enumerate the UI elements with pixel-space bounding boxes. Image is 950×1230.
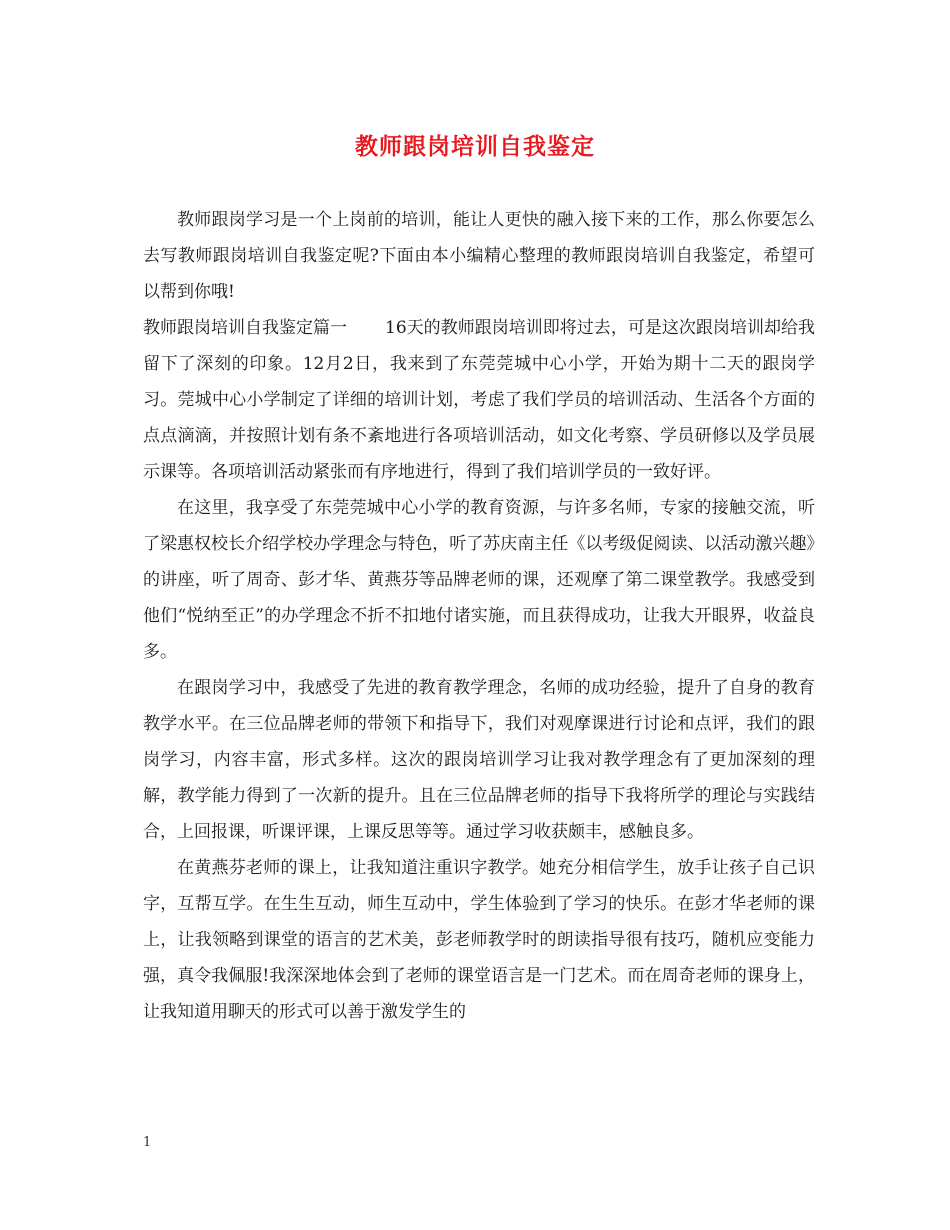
page-number: 1 [143,1135,152,1150]
intro-paragraph: 教师跟岗学习是一个上岗前的培训，能让人更快的融入接下来的工作，那么你要怎么去写教师跟岗培训自我鉴定呢?下面由本小编精心整理的教师跟岗培训自我鉴定，希望可以帮到你哦! [143,210,815,302]
section-first-paragraph [143,310,815,490]
body-paragraph-3: 在黄燕芬老师的课上，让我知道注重识字教学。她充分相信学生，放手让孩子自己识字，互帮互学。在生生互动，师生互动中，学生体验到了学习的快乐。在彭才华老师的课上，让我领略到课堂的语言的艺术美，彭老师教学时的朗读指导很有技巧，随机应变能力强，真令我佩服!我深深地体会到了老师的课堂语言是一门艺术。而在周奇老师的课身上，让我知道用聊天的形式可以善于激发学生的 [143,858,815,1022]
document-body [143,202,815,1030]
document-title: 教师跟岗培训自我鉴定 [355,133,595,160]
body-paragraph-2: 在跟岗学习中，我感受了先进的教育教学理念，名师的成功经验，提升了自身的教育教学水平。在三位品牌老师的带领下和指导下，我们对观摩课进行讨论和点评，我们的跟岗学习，内容丰富，形式多样。这次的跟岗培训学习让我对教学理念有了更加深刻的理解，教学能力得到了一次新的提升。且在三位品牌老师的指导下我将所学的理论与实践结合，上回报课，听课评课，上课反思等等。通过学习收获颇丰，感触良多。 [143,678,815,842]
section-first-paragraph-text: 16天的教师跟岗培训即将过去，可是这次跟岗培训却给我留下了深刻的印象。12月2日，我来到了东莞莞城中心小学，开始为期十二天的跟岗学习。莞城中心小学制定了详细的培训计划，考虑了我们学员的培训活动、生活各个方面的点点滴滴，并按照计划有条不紊地进行各项培训活动，如文化考察、学员研修以及学员展示课等。各项培训活动紧张而有序地进行，得到了我们培训学员的一致好评。 [143,318,815,482]
section-heading: 教师跟岗培训自我鉴定篇一 [143,318,347,338]
body-paragraph-1: 在这里，我享受了东莞莞城中心小学的教育资源，与许多名师，专家的接触交流，听了梁惠权校长介绍学校办学理念与特色，听了苏庆南主任《以考级促阅读、以活动激兴趣》的讲座，听了周奇、彭才华、黄燕芬等品牌老师的课，还观摩了第二课堂教学。我感受到他们“悦纳至正”的办学理念不折不扣地付诸实施，而且获得成功，让我大开眼界，收益良多。 [143,498,815,662]
